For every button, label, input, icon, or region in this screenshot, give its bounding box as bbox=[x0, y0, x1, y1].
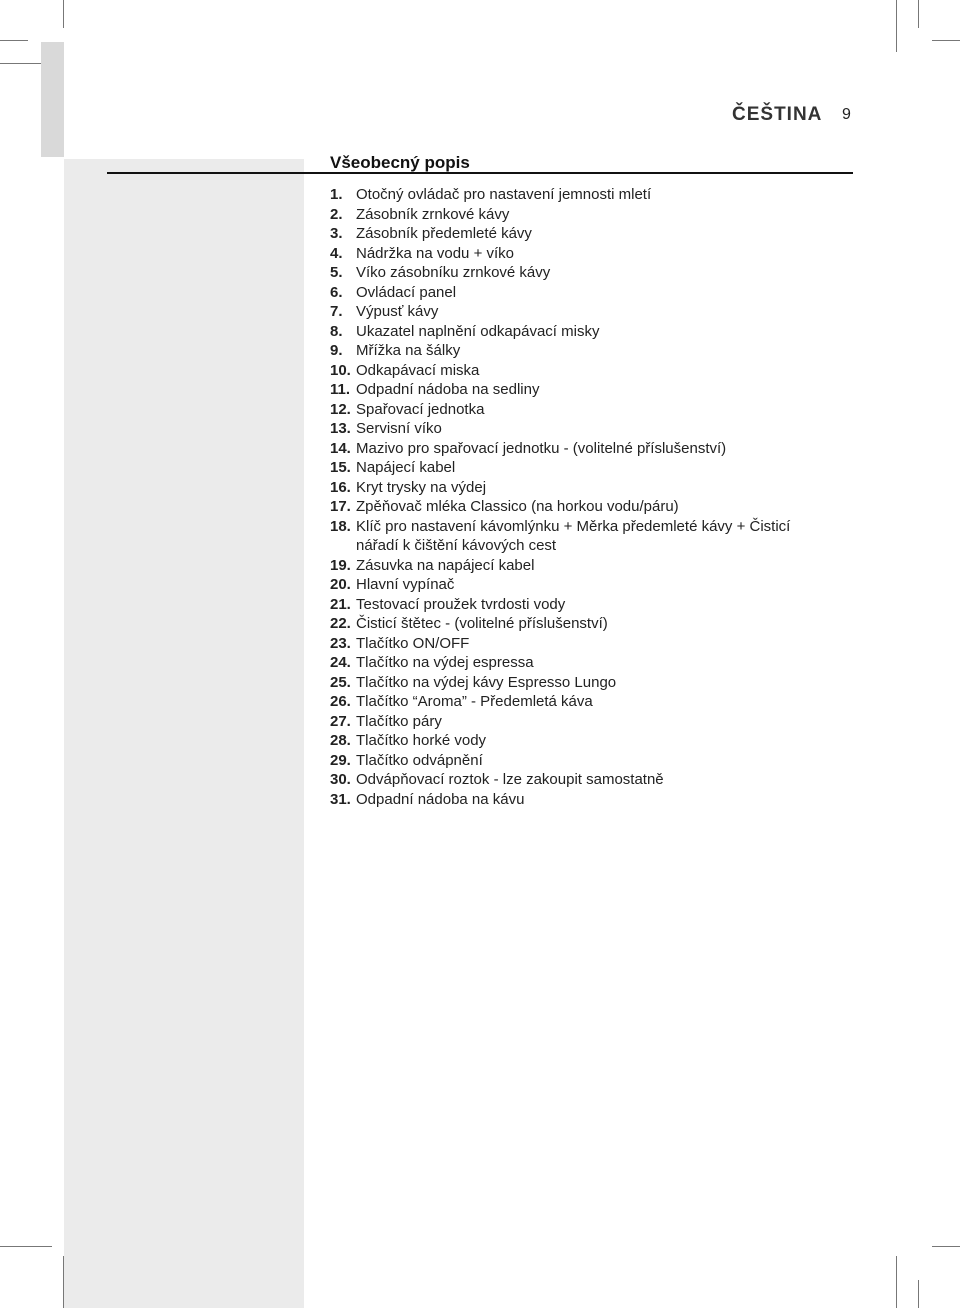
list-item bbox=[330, 478, 830, 498]
item-number: 8. bbox=[330, 322, 343, 340]
item-number: 28. bbox=[330, 732, 351, 749]
item-number: 21. bbox=[330, 595, 351, 613]
item-number: 5. bbox=[330, 264, 343, 281]
list-item bbox=[330, 614, 830, 634]
list-item bbox=[330, 692, 830, 712]
list-item bbox=[330, 497, 830, 517]
item-number: 12. bbox=[330, 400, 351, 418]
list-item bbox=[330, 517, 830, 556]
item-text: Zásuvka na napájecí kabel bbox=[356, 556, 535, 574]
item-text: Tlačítko na výdej espressa bbox=[356, 654, 534, 671]
item-text: Tlačítko odvápnění bbox=[356, 751, 483, 769]
list-item bbox=[330, 400, 830, 420]
item-number: 14. bbox=[330, 439, 351, 457]
item-text: Kryt trysky na výdej bbox=[356, 478, 487, 496]
item-number: 11. bbox=[330, 381, 351, 398]
item-text: Testovací proužek tvrdosti vody bbox=[356, 595, 566, 613]
item-text: Napájecí kabel bbox=[356, 459, 456, 476]
item-number: 3. bbox=[330, 225, 343, 242]
list-item bbox=[330, 185, 830, 205]
item-number: 22. bbox=[330, 615, 351, 632]
item-number: 24. bbox=[330, 654, 351, 671]
item-number: 19. bbox=[330, 556, 351, 574]
item-text: Odvápňovací roztok - lze zakoupit samostatně bbox=[356, 771, 664, 788]
item-number: 27. bbox=[330, 712, 351, 730]
item-number: 26. bbox=[330, 693, 351, 710]
item-text: Servisní víko bbox=[356, 420, 442, 437]
item-number: 6. bbox=[330, 283, 343, 301]
section-divider bbox=[107, 172, 853, 174]
list-item bbox=[330, 770, 830, 790]
item-text: Zásobník předemleté kávy bbox=[356, 225, 532, 242]
item-text: Tlačítko na výdej kávy Espresso Lungo bbox=[356, 673, 617, 691]
item-text: Mřížka na šálky bbox=[356, 342, 461, 359]
crop-mark bbox=[63, 0, 64, 28]
list-item bbox=[330, 634, 830, 654]
crop-mark bbox=[896, 1256, 897, 1308]
item-number: 29. bbox=[330, 751, 351, 769]
item-text: Čisticí štětec - (volitelné příslušenství) bbox=[356, 615, 608, 632]
list-item bbox=[330, 302, 830, 322]
list-item bbox=[330, 224, 830, 244]
language-header: ČEŠTINA bbox=[732, 104, 823, 125]
list-item bbox=[330, 341, 830, 361]
parts-list bbox=[330, 185, 830, 809]
item-text: Odkapávací miska bbox=[356, 361, 480, 379]
item-text: Ukazatel naplnění odkapávací misky bbox=[356, 322, 600, 340]
list-item bbox=[330, 673, 830, 693]
item-number: 2. bbox=[330, 205, 343, 223]
item-text: Tlačítko “Aroma” - Předemletá káva bbox=[356, 693, 593, 710]
item-number: 9. bbox=[330, 342, 343, 359]
list-item bbox=[330, 263, 830, 283]
crop-mark bbox=[932, 1246, 960, 1247]
item-number: 31. bbox=[330, 790, 351, 808]
item-number: 23. bbox=[330, 634, 351, 652]
section-title: Všeobecný popis bbox=[330, 153, 470, 172]
list-item bbox=[330, 595, 830, 615]
item-text: Tlačítko páry bbox=[356, 712, 442, 730]
list-item bbox=[330, 790, 830, 810]
item-number: 10. bbox=[330, 361, 351, 379]
item-number: 1. bbox=[330, 186, 343, 203]
list-item bbox=[330, 205, 830, 225]
item-number: 25. bbox=[330, 673, 351, 691]
list-item bbox=[330, 419, 830, 439]
crop-mark bbox=[0, 1246, 52, 1247]
list-item bbox=[330, 380, 830, 400]
item-text: Tlačítko ON/OFF bbox=[356, 634, 470, 652]
page-number: 9 bbox=[842, 106, 851, 123]
item-text: Ovládací panel bbox=[356, 283, 457, 301]
item-number: 16. bbox=[330, 478, 351, 496]
item-text: Tlačítko horké vody bbox=[356, 732, 487, 749]
item-text: Víko zásobníku zrnkové kávy bbox=[356, 264, 551, 281]
page-tab-strip bbox=[41, 42, 64, 157]
list-item bbox=[330, 322, 830, 342]
list-item bbox=[330, 712, 830, 732]
item-text: Mazivo pro spařovací jednotku - (volitelné příslušenství) bbox=[356, 439, 727, 457]
list-item bbox=[330, 731, 830, 751]
list-item bbox=[330, 361, 830, 381]
list-item bbox=[330, 575, 830, 595]
item-number: 17. bbox=[330, 498, 351, 515]
crop-mark bbox=[918, 0, 919, 28]
item-text: Výpusť kávy bbox=[356, 303, 439, 320]
list-item bbox=[330, 751, 830, 771]
list-item bbox=[330, 244, 830, 264]
item-text: Otočný ovládač pro nastavení jemnosti mletí bbox=[356, 186, 652, 203]
item-text: Nádržka na vodu + víko bbox=[356, 244, 515, 262]
item-text: Odpadní nádoba na kávu bbox=[356, 790, 525, 808]
item-number: 4. bbox=[330, 244, 343, 262]
crop-mark bbox=[0, 40, 28, 41]
item-number: 18. bbox=[330, 517, 351, 535]
item-number: 13. bbox=[330, 420, 351, 437]
list-item bbox=[330, 556, 830, 576]
item-text: Zpěňovač mléka Classico (na horkou vodu/páru) bbox=[356, 498, 679, 515]
list-item bbox=[330, 439, 830, 459]
item-number: 30. bbox=[330, 771, 351, 788]
item-number: 20. bbox=[330, 576, 351, 593]
list-item bbox=[330, 283, 830, 303]
item-text: Klíč pro nastavení kávomlýnku + Měrka předemleté kávy + Čisticí nářadí k čištění kávových cest bbox=[356, 517, 791, 554]
item-number: 7. bbox=[330, 303, 343, 320]
crop-mark bbox=[932, 40, 960, 41]
item-text: Odpadní nádoba na sedliny bbox=[356, 381, 540, 398]
crop-mark bbox=[918, 1280, 919, 1308]
crop-mark bbox=[896, 0, 897, 52]
illustration-column bbox=[64, 159, 304, 1308]
item-number: 15. bbox=[330, 459, 351, 476]
item-text: Zásobník zrnkové kávy bbox=[356, 205, 510, 223]
item-text: Hlavní vypínač bbox=[356, 576, 455, 593]
list-item bbox=[330, 458, 830, 478]
list-item bbox=[330, 653, 830, 673]
item-text: Spařovací jednotka bbox=[356, 400, 485, 418]
